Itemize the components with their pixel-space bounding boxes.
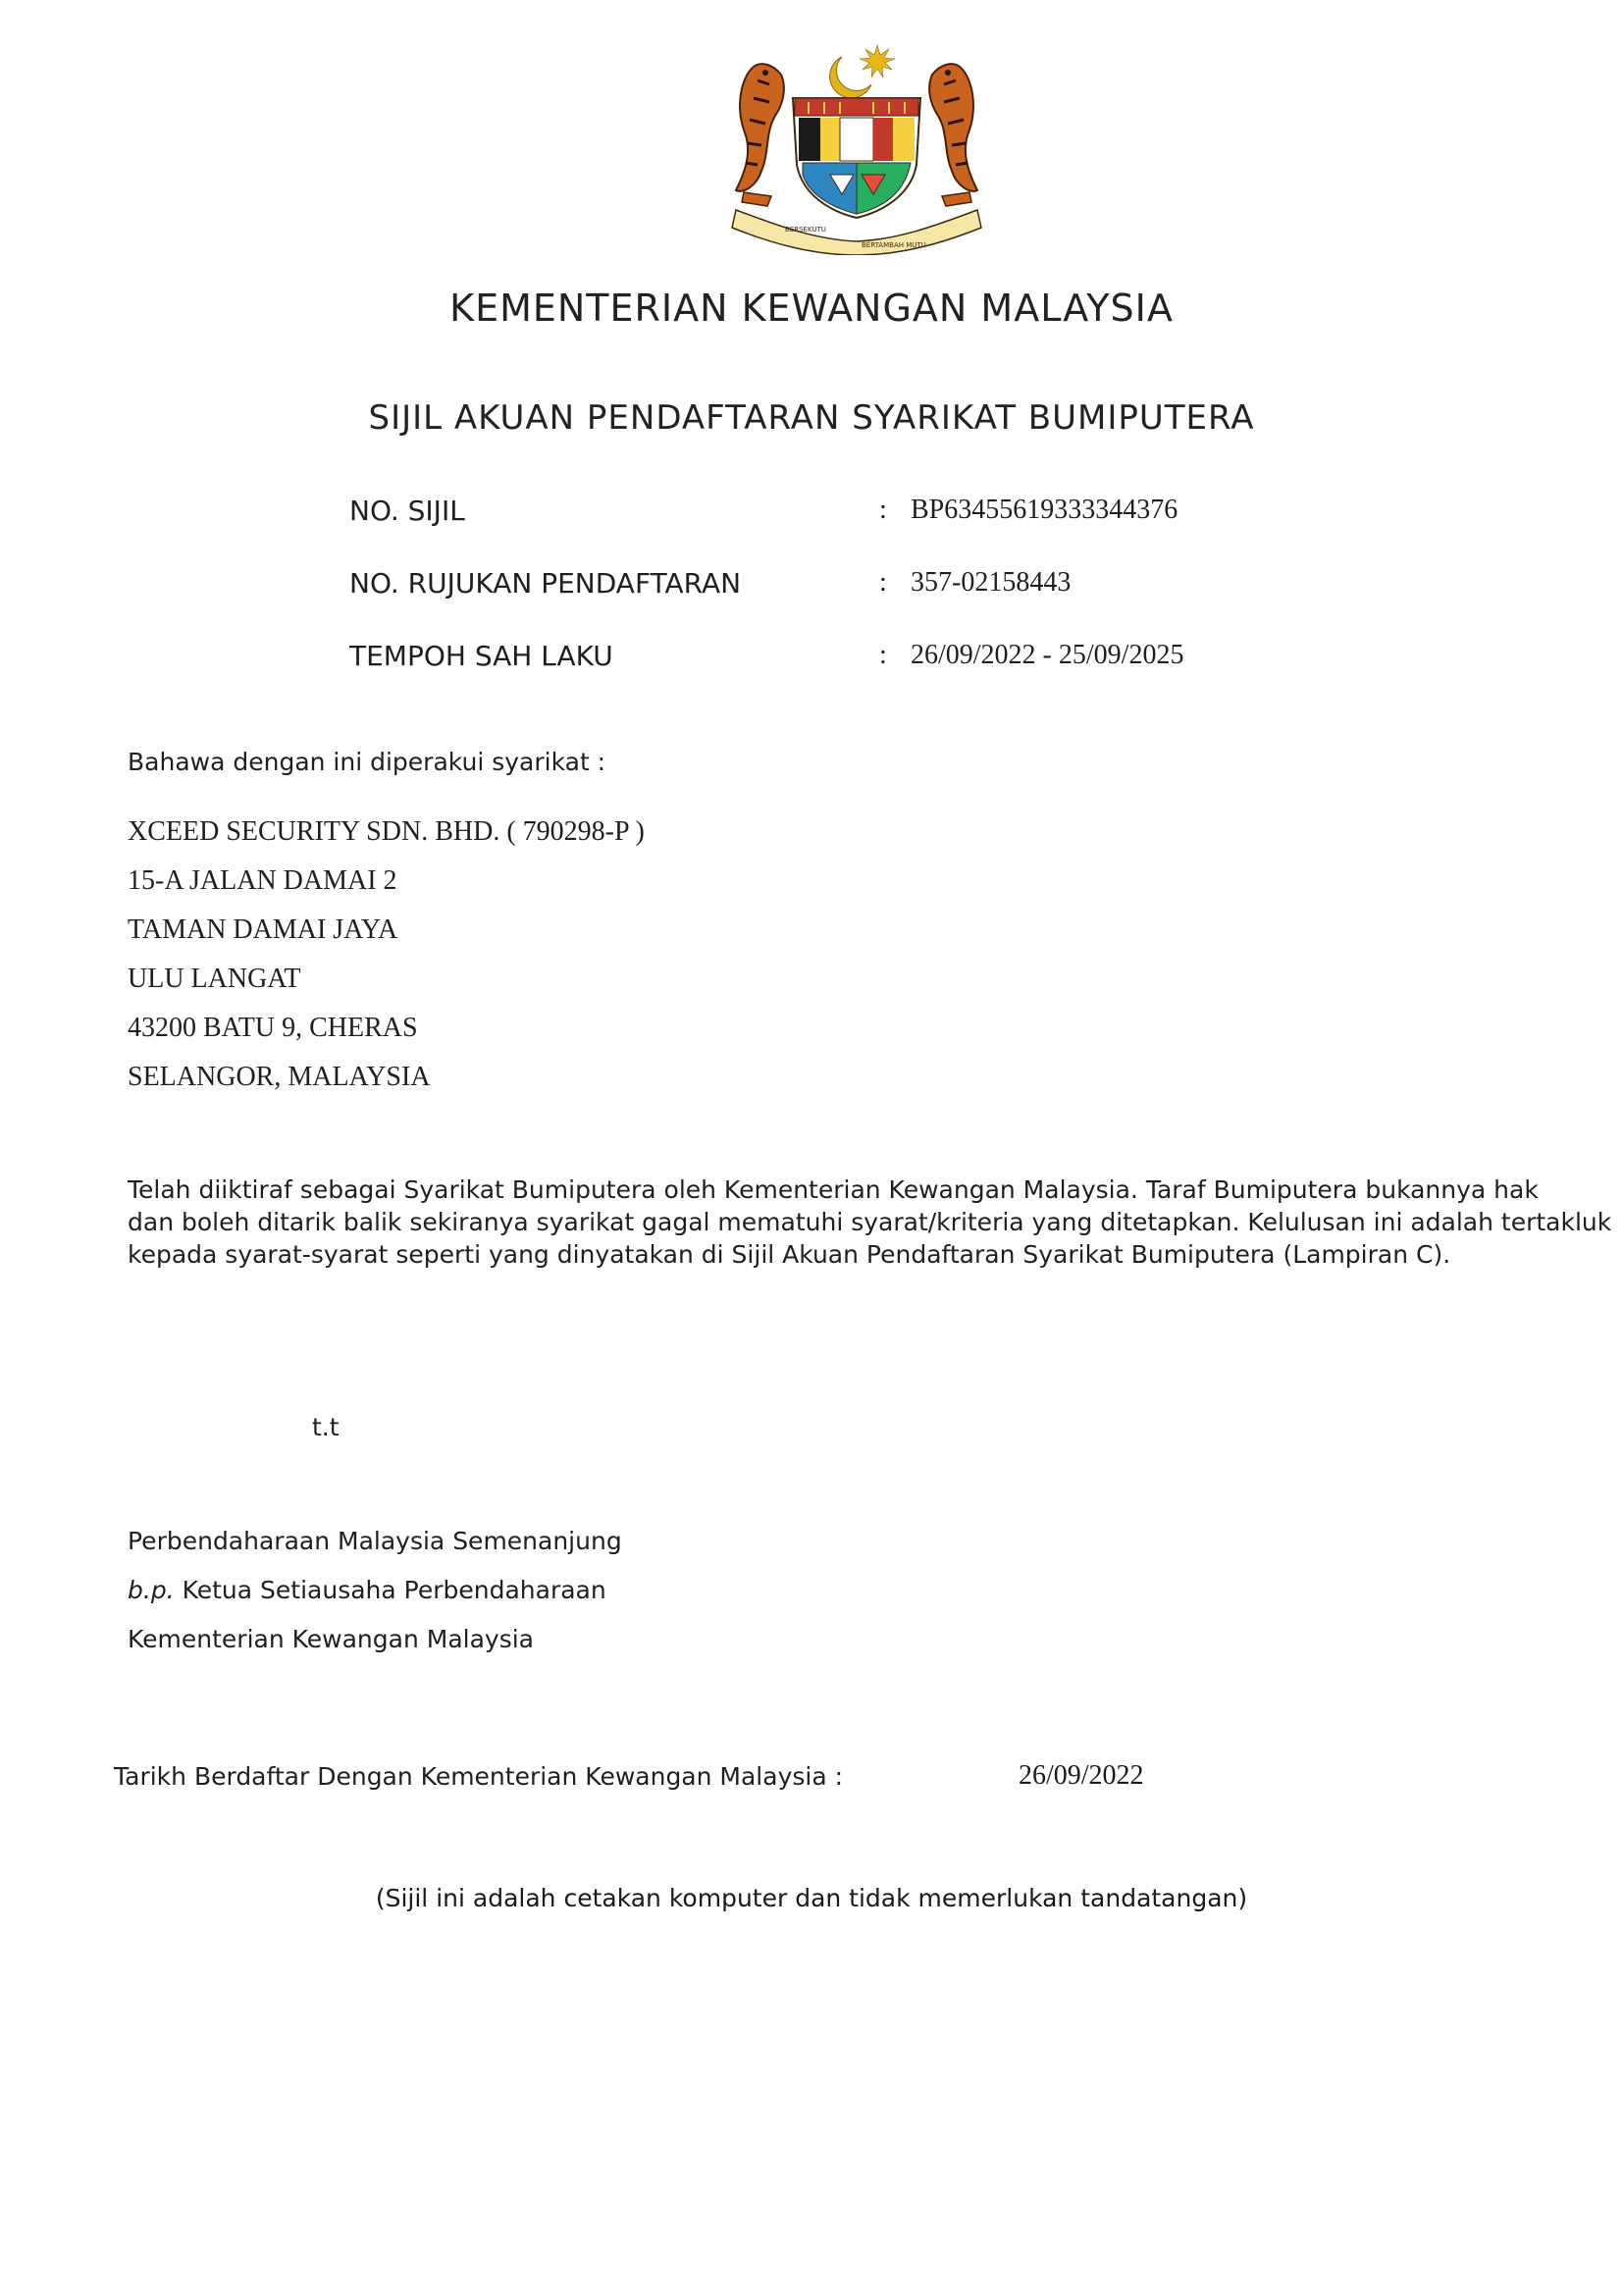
registration-date: 26/09/2022 bbox=[1019, 1760, 1144, 1791]
paragraph-line: Telah diiktiraf sebagai Syarikat Bumiputera oleh Kementerian Kewangan Malaysia. Taraf Bumiputera bukannya hak bbox=[128, 1175, 1539, 1204]
signature-behalf bbox=[128, 1576, 606, 1604]
field-label-validity: TEMPOH SAH LAKU bbox=[349, 640, 613, 672]
field-value-validity: 26/09/2022 - 25/09/2025 bbox=[911, 640, 1184, 670]
paragraph-line: dan boleh ditarik balik sekiranya syarikat gagal mematuhi syarat/kriteria yang ditetapkan. Kelulusan ini adalah tertakluk bbox=[128, 1208, 1612, 1236]
footer-note: (Sijil ini adalah cetakan komputer dan tidak memerlukan tandatangan) bbox=[375, 1884, 1248, 1912]
field-colon: : bbox=[879, 640, 887, 670]
field-label-cert-no: NO. SIJIL bbox=[349, 495, 465, 527]
field-colon: : bbox=[879, 495, 887, 525]
signature-title: Ketua Setiausaha Perbendaharaan bbox=[182, 1576, 606, 1604]
ministry-title: KEMENTERIAN KEWANGAN MALAYSIA bbox=[449, 287, 1174, 330]
field-label-reg-ref: NO. RUJUKAN PENDAFTARAN bbox=[349, 567, 742, 600]
crest-motto-left: BERSEKUTU bbox=[785, 226, 826, 234]
paragraph-line: kepada syarat-syarat seperti yang dinyatakan di Sijil Akuan Pendaftaran Syarikat Bumiputera (Lampiran C). bbox=[128, 1240, 1451, 1269]
recognition-paragraph bbox=[128, 1174, 1612, 1271]
certificate-title: SIJIL AKUAN PENDAFTARAN SYARIKAT BUMIPUTERA bbox=[368, 398, 1255, 438]
field-colon: : bbox=[879, 567, 887, 598]
field-value-reg-ref: 357-02158443 bbox=[911, 567, 1072, 598]
intro-text: Bahawa dengan ini diperakui syarikat : bbox=[128, 748, 606, 776]
company-name: XCEED SECURITY SDN. BHD. ( 790298-P ) bbox=[128, 816, 645, 847]
company-address-line: TAMAN DAMAI JAYA bbox=[128, 914, 398, 945]
company-address-line: 15-A JALAN DAMAI 2 bbox=[128, 865, 397, 896]
signature-ministry: Kementerian Kewangan Malaysia bbox=[128, 1625, 534, 1653]
company-address-line: ULU LANGAT bbox=[128, 964, 301, 994]
signature-bp: b.p. bbox=[128, 1576, 175, 1604]
registration-label: Tarikh Berdaftar Dengan Kementerian Kewangan Malaysia : bbox=[114, 1762, 844, 1791]
signature-office: Perbendaharaan Malaysia Semenanjung bbox=[128, 1527, 622, 1555]
field-value-cert-no: BP63455619333344376 bbox=[911, 495, 1178, 525]
malaysia-coat-of-arms-icon bbox=[714, 37, 999, 255]
signature-tt: t.t bbox=[312, 1413, 340, 1441]
company-address-line: SELANGOR, MALAYSIA bbox=[128, 1062, 431, 1092]
crest-motto-right: BERTAMBAH MUTU bbox=[862, 241, 926, 249]
company-address-line: 43200 BATU 9, CHERAS bbox=[128, 1013, 418, 1043]
